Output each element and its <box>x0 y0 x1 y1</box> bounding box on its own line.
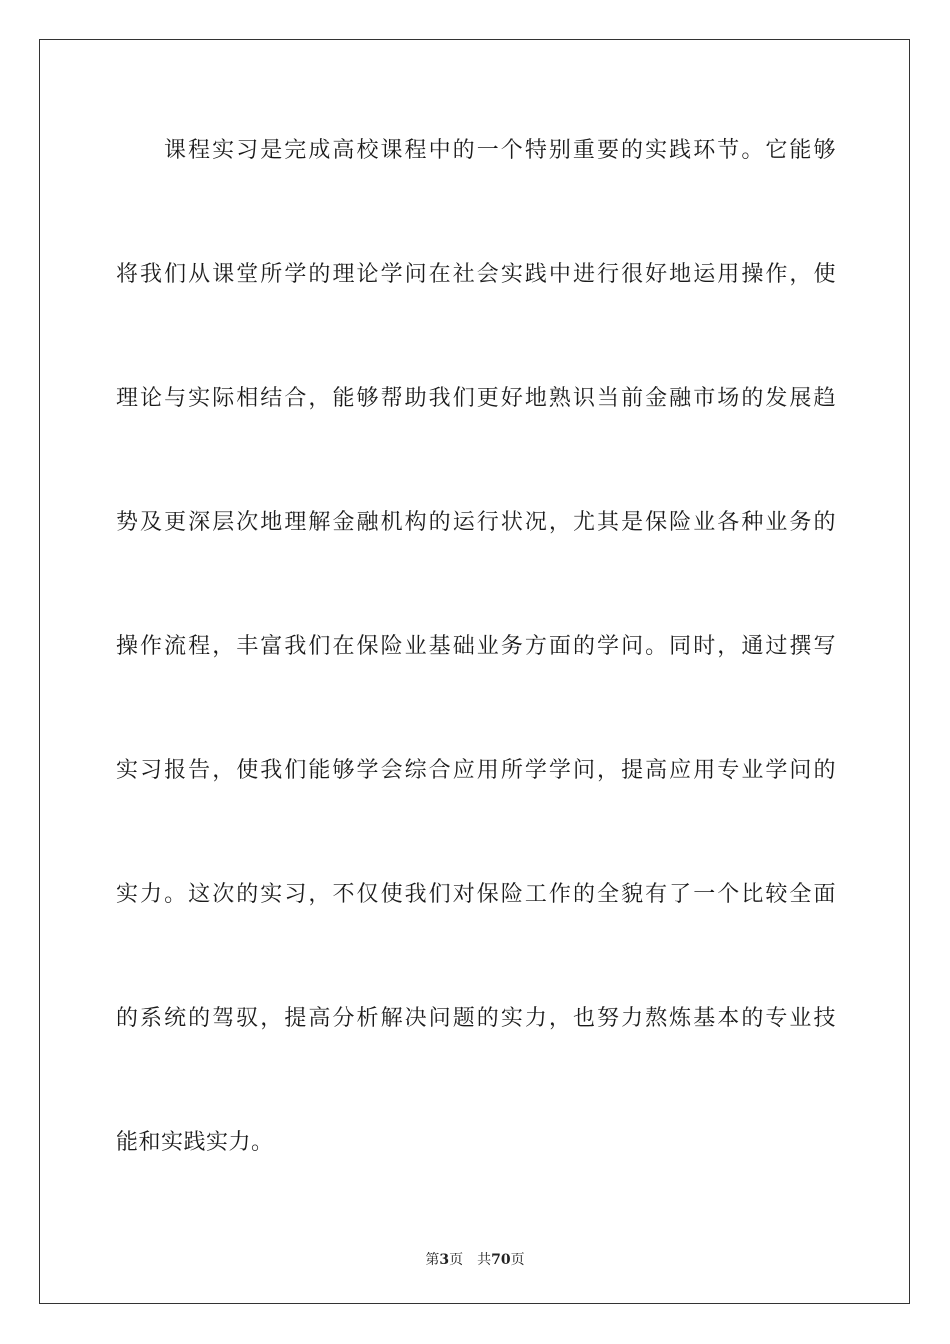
paragraph-line-3: 理论与实际相结合，能够帮助我们更好地熟识当前金融市场的发展趋 <box>116 386 836 411</box>
paragraph-line-1: 课程实习是完成高校课程中的一个特别重要的实践环节。它能够 <box>164 138 836 163</box>
paragraph-line-6: 实习报告，使我们能够学会综合应用所学学问，提高应用专业学问的 <box>116 758 836 783</box>
paragraph-line-8: 的系统的驾驭，提高分析解决问题的实力，也努力熬炼基本的专业技 <box>116 1006 836 1031</box>
total-pages: 70 <box>491 1252 511 1268</box>
total-prefix: 共 <box>477 1252 492 1268</box>
page-number: 3 <box>439 1252 450 1268</box>
page-footer <box>0 1249 950 1269</box>
total-suffix: 页 <box>510 1252 525 1268</box>
paragraph-line-5: 操作流程，丰富我们在保险业基础业务方面的学问。同时，通过撰写 <box>116 634 836 659</box>
page-suffix: 页 <box>449 1252 464 1268</box>
paragraph-line-9: 能和实践实力。 <box>116 1130 274 1155</box>
paragraph-line-7: 实力。这次的实习，不仅使我们对保险工作的全貌有了一个比较全面 <box>116 882 836 907</box>
paragraph-line-2: 将我们从课堂所学的理论学问在社会实践中进行很好地运用操作，使 <box>116 262 836 287</box>
page-prefix: 第 <box>425 1252 440 1268</box>
document-body <box>116 138 836 1266</box>
paragraph-line-4: 势及更深层次地理解金融机构的运行状况，尤其是保险业各种业务的 <box>116 510 836 535</box>
